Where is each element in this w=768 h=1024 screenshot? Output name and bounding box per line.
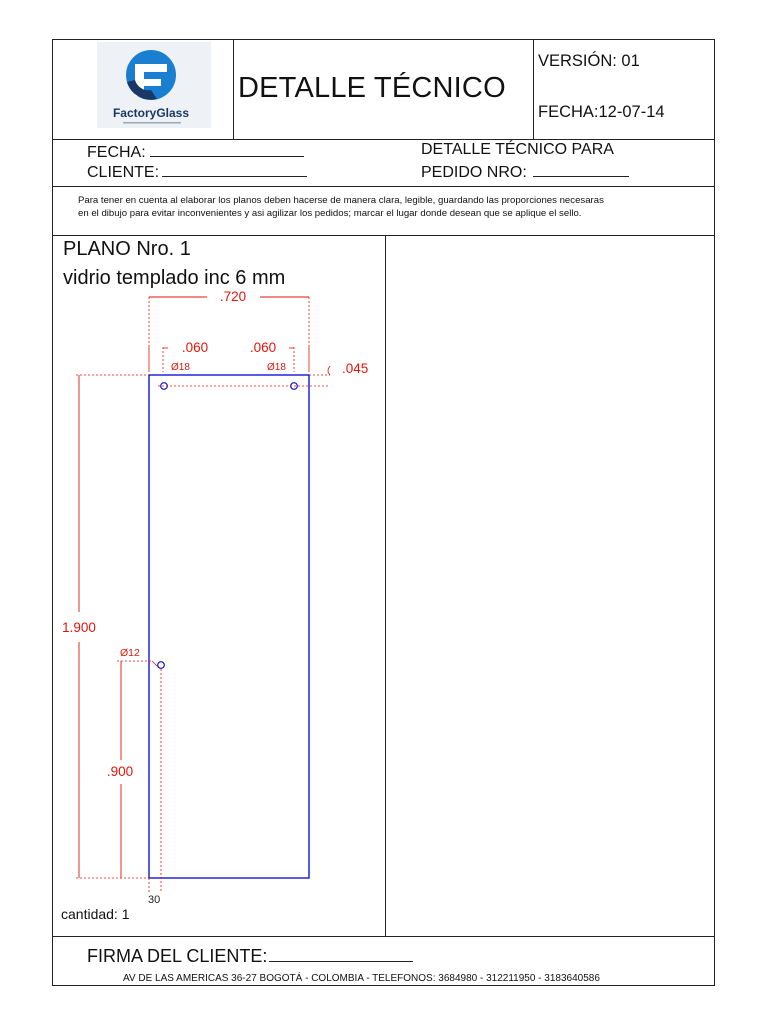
fecha-label: FECHA: <box>87 144 146 161</box>
plano-title: PLANO Nro. 1 <box>63 238 191 260</box>
hole-side <box>158 662 165 669</box>
hole-offset-left: .060 <box>181 340 209 355</box>
plano-subtitle: vidrio templado inc 6 mm <box>63 267 286 289</box>
note-line-2: en el dibujo para evitar inconvenientes y asi agilizar los pedidos; marcar el lugar donde desean que se aplique el sello. <box>78 208 582 219</box>
side-hole-height: .900 <box>106 764 134 779</box>
detalle-para-label: DETALLE TÉCNICO PARA <box>421 141 614 158</box>
note-line-1: Para tener en cuenta al elaborar los planos deben hacerse de manera clara, legible, guardando las proporciones necesaras <box>78 195 604 206</box>
hole-top-offset: .045 <box>342 361 369 376</box>
side-hole-offset: 30 <box>148 894 161 906</box>
side-hole-diameter: Ø12 <box>120 647 140 659</box>
signature-blank-line[interactable] <box>269 944 413 962</box>
signature-label: FIRMA DEL CLIENTE: <box>87 946 268 966</box>
pedido-label: PEDIDO NRO: <box>421 164 527 181</box>
height-dimension: 1.900 <box>62 620 96 635</box>
version-label: VERSIÓN: 01 <box>538 52 640 70</box>
signature-field[interactable] <box>87 944 413 967</box>
logo-brand-text: FactoryGlass <box>112 106 190 120</box>
cliente-label: CLIENTE: <box>87 164 160 181</box>
company-address: AV DE LAS AMERICAS 36-27 BOGOTÁ - COLOMBIA - TELEFONOS: 3684980 - 312211950 - 3183640586 <box>123 973 600 984</box>
width-dimension: .720 <box>219 289 247 304</box>
glass-panel-outline <box>149 375 309 878</box>
hole-offset-right: .060 <box>249 340 277 355</box>
page-title: DETALLE TÉCNICO <box>238 72 506 104</box>
hole-diameter-left: Ø18 <box>171 362 190 373</box>
date-label: FECHA:12-07-14 <box>538 103 665 121</box>
quantity-label: cantidad: 1 <box>61 906 130 922</box>
hole-diameter-right: Ø18 <box>267 362 286 373</box>
